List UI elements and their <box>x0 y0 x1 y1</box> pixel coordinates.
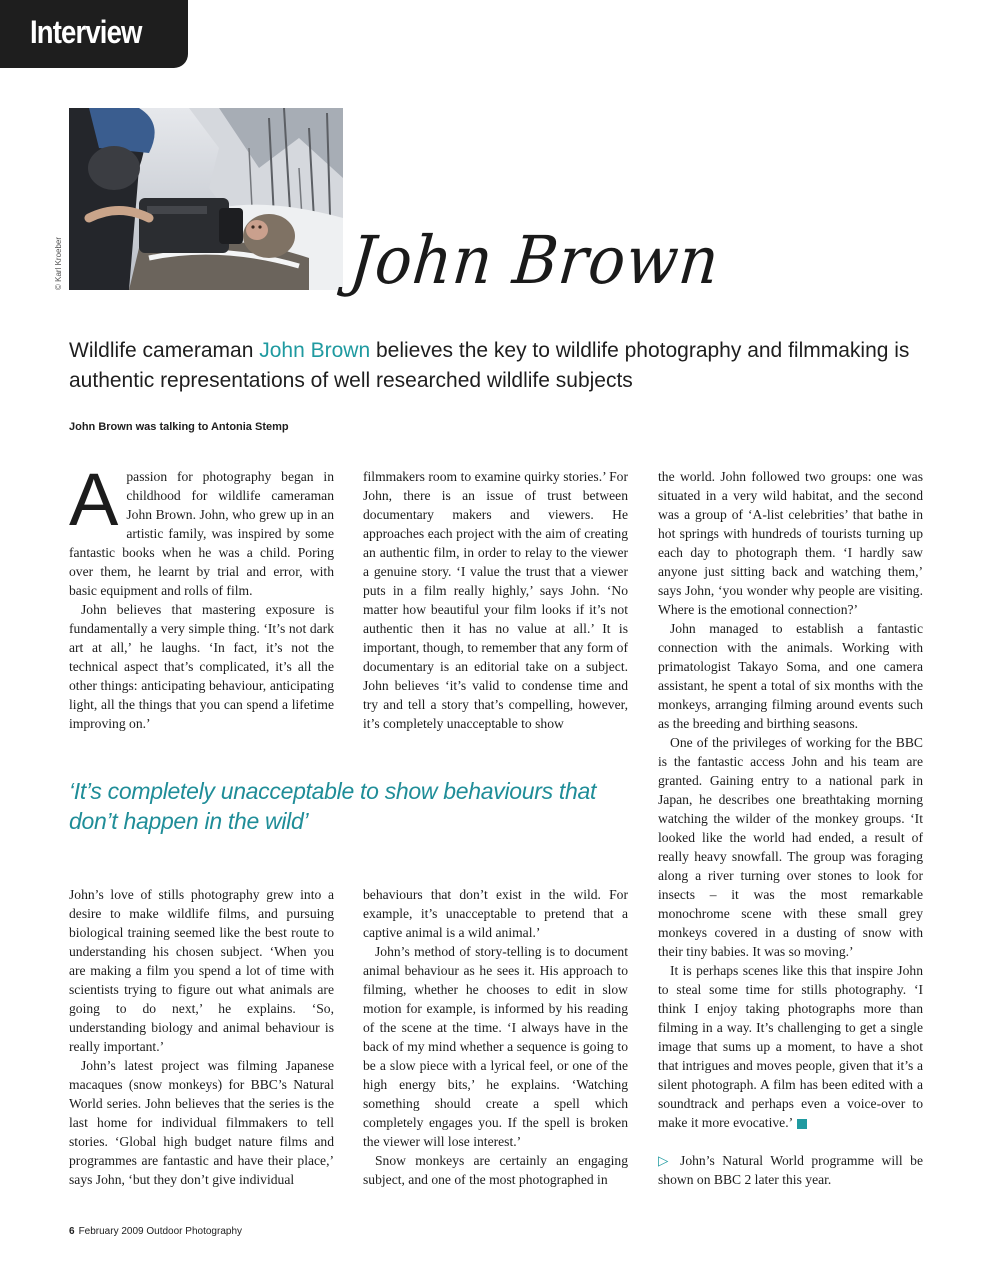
section-tab-label: Interview <box>30 14 142 50</box>
standfirst <box>69 336 929 396</box>
paragraph: Snow monkeys are certainly an engaging subject, and one of the most photographed in <box>363 1153 628 1187</box>
drop-cap: A <box>69 458 119 541</box>
standfirst-highlight: John Brown <box>259 339 371 362</box>
column-1-top <box>69 458 334 733</box>
pull-quote: ‘It’s completely unacceptable to show behaviours that don’t happen in the wild’ <box>69 778 597 834</box>
column-2-bottom <box>363 885 628 1189</box>
broadcast-note <box>658 1151 923 1189</box>
paragraph: the world. John followed two groups: one was situated in a very wild habitat, and the second was a group of ‘A-list celebrities’ that bathe in hot springs with hundreds of tourists turning up each day to photograph them. ‘I hardly saw anyone just sitting back and watching them,’ says John, ‘you wonder why people are visiting. Where is the emotional connection?’ <box>658 469 923 617</box>
paragraph: John’s latest project was filming Japanese macaques (snow monkeys) for BBC’s Natural World series. John believes that the series is the last home for individual filmmakers to tell stories. ‘Global high budget nature films and programmes are fantastic and have their place,’ says John, ‘but they don’t give individual <box>69 1058 334 1187</box>
photo-credit: © Karl Kroeber <box>54 236 63 290</box>
byline: John Brown was talking to Antonia Stemp <box>69 421 289 433</box>
standfirst-after: believes the key to wildlife photography and filmmaking is authentic representations of well researched wildlife subjects <box>69 339 910 392</box>
page-number: 6 <box>69 1226 75 1237</box>
triangle-arrow-icon: ▷ <box>658 1153 681 1168</box>
article-title: John Brown <box>346 222 723 299</box>
paragraph: John’s method of story-telling is to document animal behaviour as he sees it. His approach to filming, whether he chooses to edit in slow motion for example, is informed by his reading of the scene at the time. ‘I always have in the back of my mind whether a sequence is going to be a slow piece with a lyrical feel, or one of the high energy bits,’ he explains. ‘Watching something should create a spell which completely engages you. If the spell is broken the viewer will lose interest.’ <box>363 944 628 1149</box>
paragraph: filmmakers room to examine quirky stories.’ For John, there is an issue of trust between documentary makers and viewers. He approaches each project with the aim of creating an authentic film, in order to relay to the viewer a genuine story. ‘I value the trust that a viewer puts in a film really highly,’ says John. ‘No matter how beautiful your film looks if it’s not authentic then it has no value at all.’ It is important, though, to remember that any form of documentary is an editorial take on a subject. John believes ‘it’s valid to condense time and try and tell a story that’s compelling, however, it’s completely unacceptable to show <box>363 469 628 731</box>
end-mark-icon <box>797 1119 807 1129</box>
paragraph: John believes that mastering exposure is fundamentally a very simple thing. ‘It’s not dark art at all,’ he laughs. ‘In fact, it’s not the technical aspect that’s complicated, it’s all the other things: anticipating behaviour, anticipating light, all the things that you can spend a lifetime improving on.’ <box>69 602 334 731</box>
cameraman-filming-snow-monkey-photo <box>69 108 343 290</box>
paragraph <box>69 458 334 600</box>
paragraph: behaviours that don’t exist in the wild. For example, it’s unacceptable to pretend that a captive animal is a wild animal.’ <box>363 887 628 940</box>
column-2-top <box>363 467 628 733</box>
paragraph-text: It is perhaps scenes like this that inspire John to steal some time for stills photography. ‘I think I enjoy taking photographs more than filming in a way. It’s challenging to get a single image that sums up a moment, to have a shot that intrigues and moves people, given that it’s a silent photograph. A film has been edited with a soundtrack and perhaps even a voice-over to make it more evocative.’ <box>658 963 923 1130</box>
photo-illustration <box>69 108 343 290</box>
paragraph: John managed to establish a fantastic connection with the animals. Working with primatologist Takayo Soma, and one camera assistant, he spent a total of six months with the monkeys, arranging filming around events such as the breeding and birthing seasons. <box>658 621 923 731</box>
issue-info: February 2009 Outdoor Photography <box>78 1226 242 1237</box>
page-footer <box>69 1226 242 1237</box>
standfirst-before: Wildlife cameraman <box>69 339 260 362</box>
broadcast-note-text: John’s Natural World programme will be shown on BBC 2 later this year. <box>658 1153 923 1187</box>
column-3 <box>658 467 923 1189</box>
paragraph <box>658 961 923 1132</box>
paragraph-text: passion for photography began in childhood for wildlife cameraman John Brown. John, who grew up in an artistic family, was inspired by some fantastic books when he was a child. Poring over them, he learnt by trial and error, with basic equipment and rolls of film. <box>69 469 334 598</box>
paragraph: One of the privileges of working for the BBC is the fantastic access John and his team are granted. Gaining entry to a national park in Japan, he describes one breathtaking morning watching the wilder of the monkey groups. ‘It looked like the world had ended, a result of really heavy snowfall. The group was foraging along a river turning over stones to look for insects – it was the most remarkable monochrome scene with these small grey monkeys covered in a dusting of snow with their tiny babies. It was so moving.’ <box>658 735 923 959</box>
column-1-bottom <box>69 885 334 1189</box>
paragraph: John’s love of stills photography grew into a desire to make wildlife films, and pursuing biological training seemed like the best route to understanding his chosen subject. ‘When you are making a film you spend a lot of time with scientists trying to figure out what animals are going to do next,’ he explains. ‘So, understanding biology and animal behaviour is really important.’ <box>69 887 334 1054</box>
section-tab <box>0 0 188 68</box>
